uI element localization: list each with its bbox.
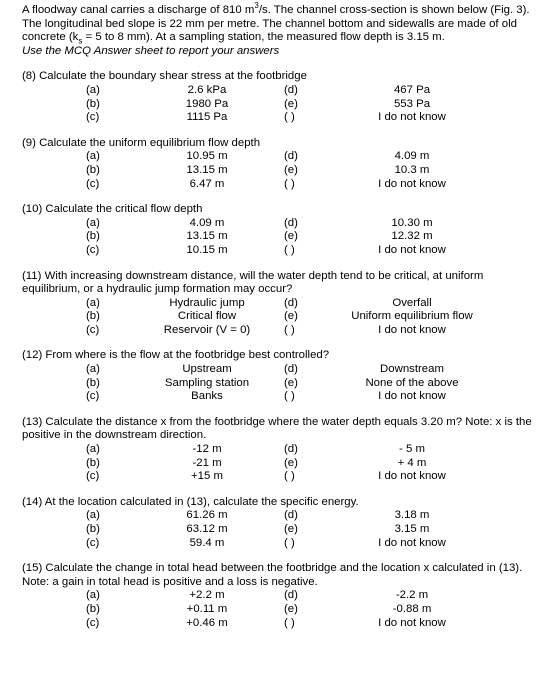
option-row [22, 164, 534, 178]
option-answer: 3.15 m [394, 523, 430, 535]
option-label: (d) [284, 509, 298, 522]
option-answer: 13.15 m [186, 230, 228, 243]
option-answer: +2.2 m [189, 589, 225, 602]
question-text: (8) Calculate the boundary shear stress at the footbridge [22, 70, 307, 83]
option-label: (c) [86, 470, 100, 483]
option-label: (a) [86, 589, 100, 602]
option-label: (c) [86, 536, 100, 549]
option-row [22, 230, 534, 244]
option-label: (c) [86, 111, 100, 124]
option-answer: Uniform equilibrium flow [351, 310, 473, 323]
question-list [22, 70, 534, 630]
option-answer: Downstream [380, 363, 444, 376]
option-label: (a) [86, 296, 100, 309]
cubic-superscript: 3 [254, 1, 259, 11]
option-label: ( ) [284, 177, 295, 190]
option-answer: I do not know [378, 243, 446, 256]
option-label: (e) [284, 376, 298, 389]
option-label: ( ) [284, 111, 295, 124]
option-label: (a) [86, 150, 100, 163]
question-text: (15) Calculate the change in total head between the footbridge and the location x calculated in (13). Note: a gain in total head is positive and a loss is negative. [22, 562, 523, 588]
option-label: (b) [86, 456, 100, 469]
document-page [22, 1, 534, 630]
option-answer: I do not know [378, 470, 446, 483]
option-answer: 4.09 m [394, 150, 430, 163]
option-label: (c) [86, 616, 100, 629]
option-label: (e) [284, 456, 298, 469]
option-label: (b) [86, 163, 100, 176]
problem-description [22, 1, 534, 46]
option-answer: Upstream [182, 363, 232, 376]
question-text: (10) Calculate the critical flow depth [22, 203, 203, 216]
option-answer: Critical flow [177, 310, 237, 323]
instruction-text: Use the MCQ Answer sheet to report your answers [22, 44, 280, 57]
option-answer: 63.12 m [186, 523, 228, 535]
option-label: (b) [86, 602, 100, 615]
question-text: (9) Calculate the uniform equilibrium flow depth [22, 136, 261, 149]
option-label: (a) [86, 83, 100, 96]
option-label: (c) [86, 243, 100, 256]
option-answer: 4.09 m [189, 216, 225, 229]
option-answer: 61.26 m [186, 509, 228, 522]
option-label: (d) [284, 216, 298, 229]
option-row [22, 537, 534, 551]
option-answer: Hydraulic jump [169, 296, 245, 309]
option-answer: None of the above [365, 376, 459, 389]
option-answer: Sampling station [164, 376, 250, 389]
option-answer: I do not know [378, 323, 446, 336]
option-answer: 10.3 m [394, 163, 430, 176]
option-row [22, 603, 534, 617]
question-block [22, 137, 534, 191]
option-label: ( ) [284, 616, 295, 629]
option-label: (e) [284, 163, 298, 176]
option-label: (b) [86, 97, 100, 110]
option-label: ( ) [284, 470, 295, 483]
option-answer: 3.18 m [394, 509, 430, 522]
problem-text-3: = 5 to 8 mm). At a sampling station, the measured flow depth is 3.15 m. [82, 31, 445, 44]
option-answer: - 5 m [399, 443, 425, 456]
question-block [22, 349, 534, 403]
option-row [22, 443, 534, 457]
option-row [22, 589, 534, 603]
option-label: (d) [284, 296, 298, 309]
option-label: (a) [86, 216, 100, 229]
option-label: (b) [86, 230, 100, 243]
option-row [22, 310, 534, 324]
option-label: (c) [86, 390, 100, 403]
question-block [22, 70, 534, 124]
option-label: (c) [86, 323, 100, 336]
option-label: ( ) [284, 243, 295, 256]
question-text: (13) Calculate the distance x from the footbridge where the water depth equals 3.20 m? Note: x is the positive in the downstream direction. [22, 415, 532, 442]
question-block [22, 416, 534, 484]
option-row [22, 390, 534, 404]
option-label: (e) [284, 602, 298, 615]
question-block [22, 562, 534, 630]
option-label: (d) [284, 589, 298, 602]
option-answer: 2.6 kPa [187, 83, 227, 96]
option-answer: Overfall [392, 296, 432, 309]
option-answer: 553 Pa [393, 97, 431, 110]
option-row [22, 297, 534, 311]
option-label: (a) [86, 443, 100, 456]
option-row [22, 363, 534, 377]
question-block [22, 496, 534, 550]
option-answer: 1115 Pa [186, 111, 228, 124]
option-label: (c) [86, 177, 100, 190]
option-label: (a) [86, 509, 100, 522]
option-answer: 1980 Pa [185, 97, 229, 110]
option-row [22, 244, 534, 258]
option-answer: I do not know [378, 177, 446, 190]
option-row [22, 457, 534, 471]
option-answer: I do not know [378, 390, 446, 403]
option-row [22, 84, 534, 98]
option-answer: I do not know [378, 111, 446, 124]
option-label: ( ) [284, 390, 295, 403]
option-label: (d) [284, 83, 298, 96]
problem-text-2: /s. The channel cross-section is shown below (Fig. 3). The longitudinal bed slope is 22 mm per metre. The channel bottom and sidewalls are made of old concrete (k [22, 4, 530, 44]
option-answer: + 4 m [397, 456, 427, 469]
option-label: (e) [284, 310, 298, 323]
option-label: ( ) [284, 536, 295, 549]
option-label: (d) [284, 363, 298, 376]
option-row [22, 217, 534, 231]
option-answer: 59.4 m [189, 536, 225, 549]
option-row [22, 111, 534, 125]
option-label: (b) [86, 523, 100, 535]
option-answer: 6.47 m [189, 177, 225, 190]
option-label: (b) [86, 310, 100, 323]
option-answer: -2.2 m [395, 589, 429, 602]
option-answer: I do not know [378, 616, 446, 629]
roughness-subscript: s [78, 36, 83, 46]
option-answer: 10.15 m [186, 243, 228, 256]
question-block [22, 270, 534, 338]
option-label: ( ) [284, 323, 295, 336]
option-answer: +15 m [191, 470, 223, 483]
option-row [22, 98, 534, 112]
option-answer: +0.46 m [186, 616, 228, 629]
option-row [22, 470, 534, 484]
option-label: (b) [86, 376, 100, 389]
option-answer: -0.88 m [392, 602, 432, 615]
question-text: (11) With increasing downstream distance, will the water depth tend to be critical, at uniform equilibrium, or a hydraulic jump formation may occur? [22, 269, 484, 296]
option-row [22, 509, 534, 523]
option-answer: Banks [191, 390, 223, 403]
option-row [22, 377, 534, 391]
option-row [22, 178, 534, 192]
question-text: (14) At the location calculated in (13), calculate the specific energy. [22, 495, 359, 508]
option-answer: -12 m [192, 443, 222, 456]
problem-text-1: A floodway canal carries a discharge of 810 m [22, 4, 255, 16]
option-answer: I do not know [378, 536, 446, 549]
option-answer: 467 Pa [393, 83, 431, 96]
problem-statement [22, 1, 534, 58]
option-label: (d) [284, 443, 298, 456]
option-label: (e) [284, 97, 298, 110]
option-row [22, 324, 534, 338]
option-answer: 13.15 m [186, 163, 228, 176]
option-row [22, 150, 534, 164]
option-label: (e) [284, 230, 298, 243]
option-answer: Reservoir (V = 0) [163, 323, 251, 336]
option-answer: +0.11 m [186, 602, 228, 615]
option-label: (e) [284, 523, 298, 535]
option-answer: 10.95 m [186, 150, 228, 163]
option-label: (d) [284, 150, 298, 163]
option-answer: 10.30 m [391, 216, 433, 229]
option-row [22, 523, 534, 537]
option-answer: 12.32 m [391, 230, 433, 243]
question-text: (12) From where is the flow at the footbridge best controlled? [22, 349, 330, 362]
option-answer: -21 m [192, 456, 222, 469]
question-block [22, 203, 534, 257]
option-label: (a) [86, 363, 100, 376]
option-row [22, 617, 534, 631]
